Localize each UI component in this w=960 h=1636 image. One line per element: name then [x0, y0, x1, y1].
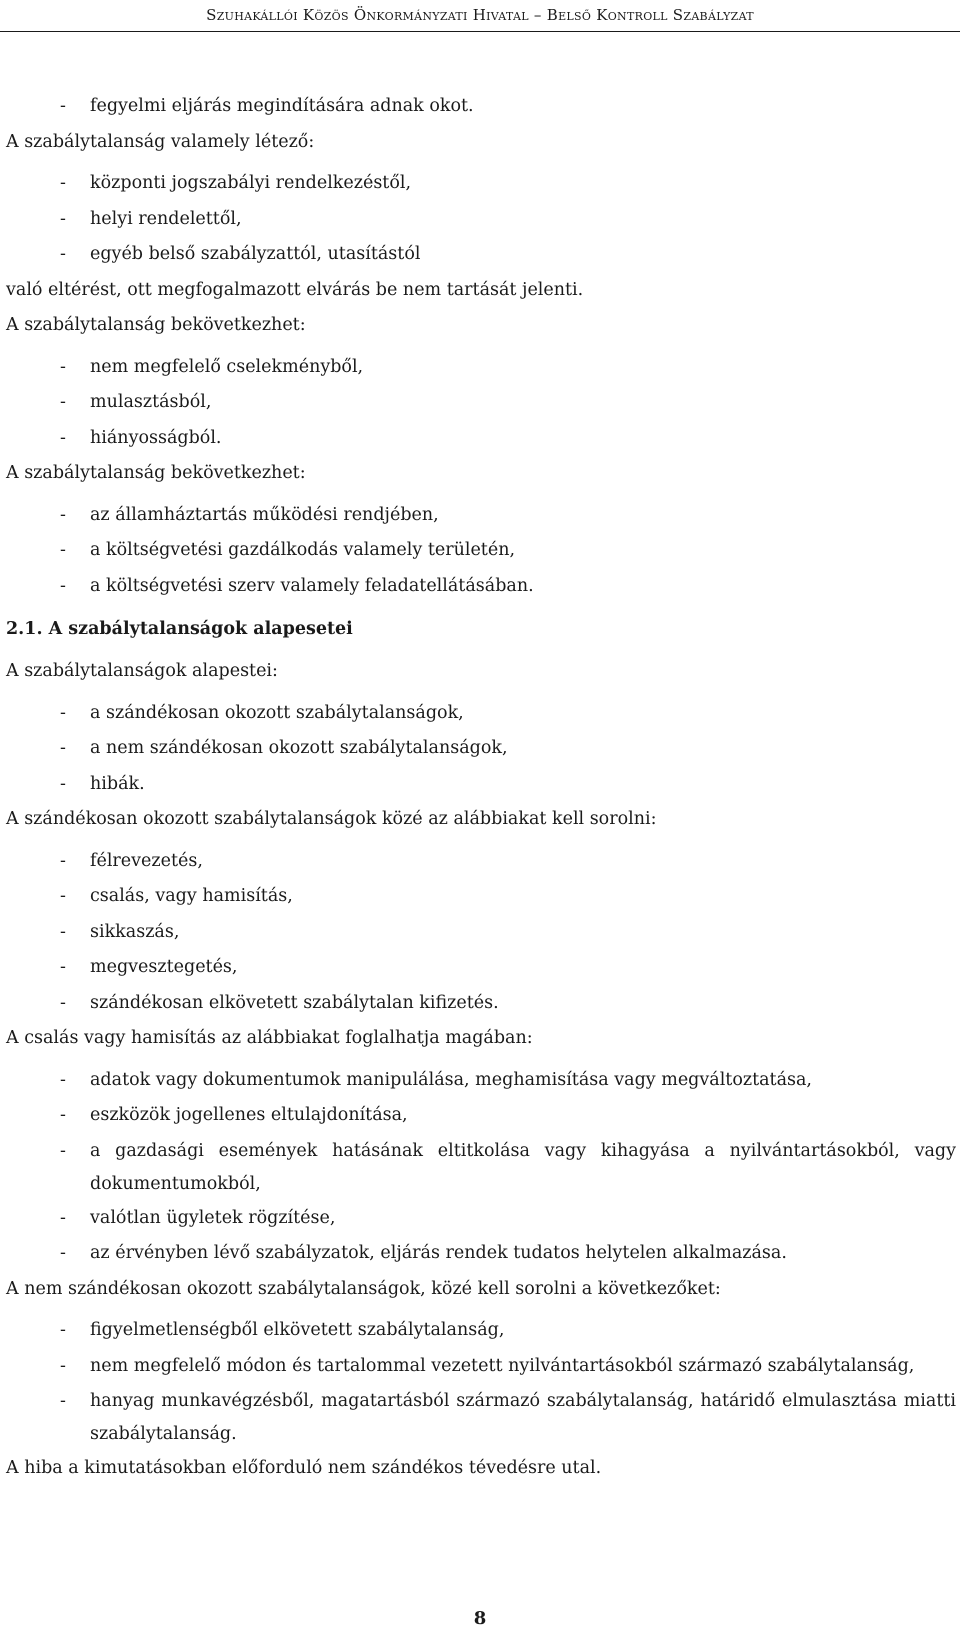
bullet-list — [6, 1063, 956, 1272]
list-item: - hibák. — [60, 773, 145, 794]
paragraph: A szabálytalanság bekövetkezhet: — [6, 315, 306, 335]
header-rule — [0, 31, 960, 32]
list-item: - az érvényben lévő szabályzatok, eljárás rendek tudatos helytelen alkalmazása. — [60, 1243, 787, 1263]
page-header — [0, 0, 960, 30]
paragraph: A szabálytalanságok alapestei: — [6, 661, 278, 681]
paragraph: való eltérést, ott megfogalmazott elvárás be nem tartását jelenti. — [6, 279, 584, 300]
intro-list — [6, 89, 956, 125]
bullet-list — [6, 166, 956, 273]
list-item: - figyelmetlenségből elkövetett szabálytalanság, — [60, 1320, 505, 1340]
document-body — [6, 89, 956, 1487]
list-item: - fegyelmi eljárás megindítására adnak okot. — [60, 96, 474, 116]
bullet-list — [6, 696, 956, 803]
list-item: - eszközök jogellenes eltulajdonítása, — [60, 1105, 408, 1125]
list-item: - csalás, vagy hamisítás, — [60, 886, 293, 906]
bullet-list — [6, 844, 956, 1022]
list-item: - helyi rendelettől, — [60, 208, 242, 229]
bullet-list — [6, 350, 956, 457]
paragraph: A szándékosan okozott szabálytalanságok közé az alábbiakat kell sorolni: — [6, 809, 657, 829]
list-item: - adatok vagy dokumentumok manipulálása, meghamisítása vagy megváltoztatása, — [60, 1069, 812, 1090]
list-item: - a szándékosan okozott szabálytalanságok, — [60, 702, 464, 723]
paragraph: A szabálytalanság valamely létező: — [6, 131, 315, 152]
list-item: - sikkaszás, — [60, 921, 180, 942]
page-number: 8 — [473, 1608, 487, 1629]
bullet-list — [6, 498, 956, 605]
list-item: - az államháztartás működési rendjében, — [60, 504, 439, 525]
list-item: - nem megfelelő cselekményből, — [60, 356, 364, 377]
list-item: - szándékosan elkövetett szabálytalan kifizetés. — [60, 992, 499, 1013]
list-item: - félrevezetés, — [60, 850, 203, 871]
list-item: - nem megfelelő módon és tartalommal vezetett nyilvántartásokból származó szabálytalanság, — [60, 1355, 915, 1376]
list-item: - hanyag munkavégzésből, magatartásból származó szabálytalanság, határidő elmulasztása miatti szabálytalanság. — [60, 1391, 956, 1444]
list-item: - központi jogszabályi rendelkezéstől, — [60, 173, 412, 193]
section-heading: 2.1. A szabálytalanságok alapesetei — [6, 619, 353, 639]
list-item: - a költségvetési gazdálkodás valamely területén, — [60, 540, 516, 560]
list-item: - a nem szándékosan okozott szabálytalanságok, — [60, 738, 508, 758]
list-item: - valótlan ügyletek rögzítése, — [60, 1207, 336, 1228]
list-item: - a gazdasági események hatásának eltitkolása vagy kihagyása a nyilvántartásokból, vagy dokumentumokból, — [60, 1140, 956, 1194]
paragraph: A csalás vagy hamisítás az alábbiakat foglalhatja magában: — [6, 1028, 533, 1048]
paragraph: A nem szándékosan okozott szabálytalanságok, közé kell sorolni a következőket: — [6, 1278, 721, 1299]
paragraph: A szabálytalanság bekövetkezhet: — [6, 463, 306, 483]
list-item: - hiányosságból. — [60, 427, 222, 448]
list-item: - a költségvetési szerv valamely feladatellátásában. — [60, 575, 534, 596]
list-item: - megvesztegetés, — [60, 957, 238, 977]
paragraph: A hiba a kimutatásokban előforduló nem szándékos tévedésre utal. — [6, 1458, 602, 1478]
bullet-list — [6, 1313, 956, 1451]
header-title: Szuhakállói Közös Önkormányzati Hivatal – Belső Kontroll Szabályzat — [206, 6, 754, 24]
list-item: - mulasztásból, — [60, 392, 212, 412]
list-item: - egyéb belső szabályzattól, utasítástól — [60, 244, 421, 264]
